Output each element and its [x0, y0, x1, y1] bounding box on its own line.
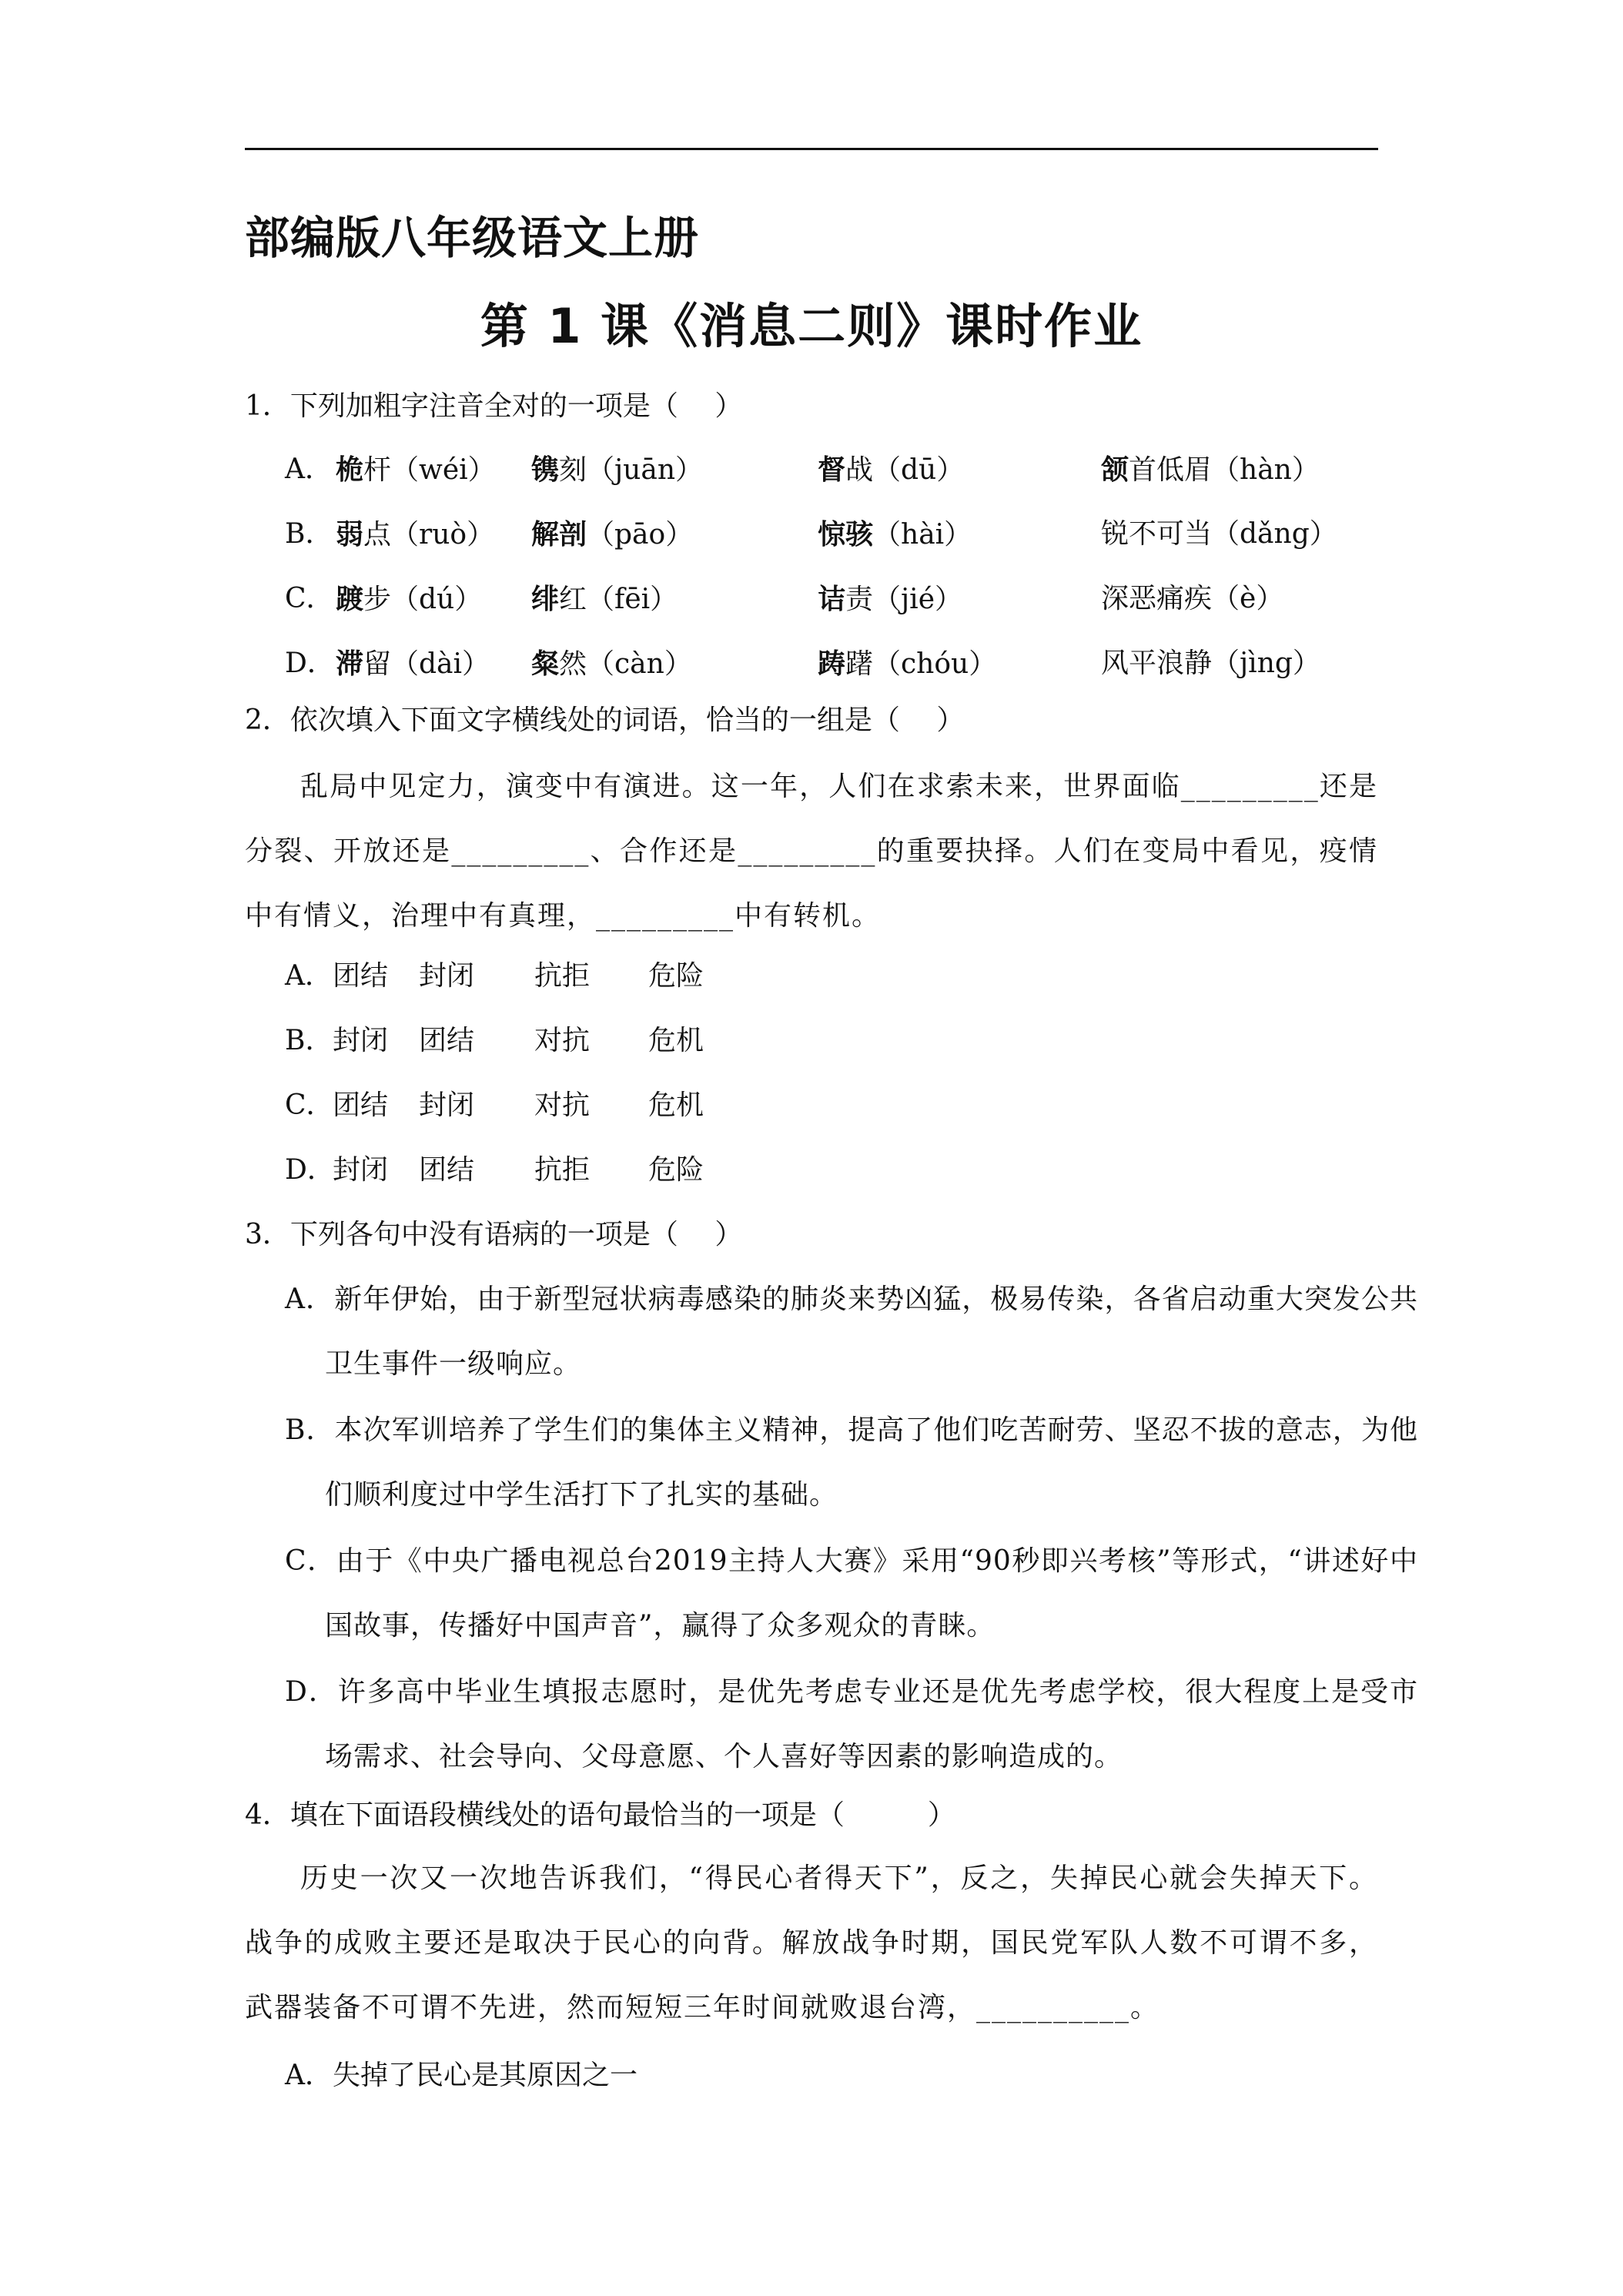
- q1-option-d-item3: 踌躇（chóu）: [818, 648, 997, 680]
- q1-option-b-item2: 解剖（pāo）: [531, 518, 694, 551]
- q3-option-c: C．由于《中央广播电视总台2019主持人大赛》采用“90秒即兴考核”等形式，“讲述好中国故事，传播好中国声音”，赢得了众多观众的青睐。: [285, 1545, 1418, 1642]
- q1-option-c-item1: 踱步（dú）: [336, 583, 483, 615]
- q1-option-a-item2: 镌刻（juān）: [531, 454, 704, 486]
- q2-option-d-word1: 封闭: [333, 1154, 389, 1186]
- q1-option-a-item3: 督战（dū）: [818, 454, 965, 486]
- q1-option-b-item4: 锐不可当（dǎng）: [1101, 518, 1337, 550]
- q2-option-letter: B．: [285, 1025, 333, 1056]
- q4-option-a: A．失掉了民心是其原因之一: [285, 2060, 637, 2091]
- q2-option-a-word2: 封闭: [419, 960, 475, 992]
- q2-option-d-word2: 团结: [419, 1154, 475, 1186]
- q1-option-c-item3: 诘责（jié）: [818, 583, 962, 615]
- header-rule: [245, 148, 1378, 150]
- q4-passage: 历史一次又一次地告诉我们，“得民心者得天下”，反之，失掉民心就会失掉天下。战争的成败主要还是取决于民心的向背。解放战争时期，国民党军队人数不可谓不多，武器装备不可谓不先进，然而短短三年时间就败退台湾，__________。: [245, 1863, 1378, 2023]
- q2-option-letter: D．: [285, 1154, 335, 1186]
- q3-option-b: B．本次军训培养了学生们的集体主义精神，提高了他们吃苦耐劳、坚忍不拔的意志，为他们顺利度过中学生活打下了扎实的基础。: [285, 1414, 1418, 1511]
- q2-option-a-word3: 抗拒: [534, 960, 591, 992]
- q2-option-letter: A．: [285, 960, 333, 992]
- q1-option-letter: D．: [285, 648, 335, 679]
- q1-option-b-item1: 弱点（ruò）: [336, 518, 495, 551]
- q3-option-a: A．新年伊始，由于新型冠状病毒感染的肺炎来势凶猛，极易传染，各省启动重大突发公共卫生事件一级响应。: [285, 1284, 1418, 1380]
- q2-option-b-word4: 危机: [648, 1025, 704, 1056]
- q1-option-d-item2: 粲然（càn）: [531, 648, 692, 680]
- q4-stem: 4．填在下面语段横线处的语句最恰当的一项是（ ）: [245, 1799, 955, 1831]
- q1-option-b-item3: 惊骇（hài）: [818, 518, 972, 551]
- q1-option-letter: B．: [285, 518, 333, 550]
- q1-option-c-item2: 绯红（fēi）: [531, 583, 678, 615]
- q2-stem: 2．依次填入下面文字横线处的词语，恰当的一组是（ ）: [245, 705, 965, 736]
- q2-option-c-word4: 危机: [648, 1089, 704, 1121]
- q2-option-d-word4: 危险: [648, 1154, 704, 1186]
- q1-option-c-item4: 深恶痛疾（è）: [1101, 583, 1284, 614]
- q2-option-b-word3: 对抗: [534, 1025, 591, 1056]
- q1-stem: 1．下列加粗字注音全对的一项是（ ）: [245, 390, 743, 422]
- q1-option-d-item1: 滞留（dài）: [336, 648, 490, 680]
- q2-passage: 乱局中见定力，演变中有演进。这一年，人们在求索未来，世界面临_________还是分裂、开放还是_________、合作还是_________的重要抉择。人们在变局中看见，疫情中有情义，治理中有真理，_________中有转机。: [245, 771, 1378, 932]
- q1-option-a-item1: 桅杆（wéi）: [336, 454, 496, 486]
- q3-stem: 3．下列各句中没有语病的一项是（ ）: [245, 1219, 743, 1250]
- q2-option-b-word2: 团结: [419, 1025, 475, 1056]
- q1-option-d-item4: 风平浪静（jìng）: [1101, 648, 1320, 679]
- q2-option-a-word4: 危险: [648, 960, 704, 992]
- book-title: 部编版八年级语文上册: [245, 212, 700, 264]
- q2-option-c-word2: 封闭: [419, 1089, 475, 1121]
- q2-option-a-word1: 团结: [333, 960, 389, 992]
- q1-option-letter: C．: [285, 583, 334, 614]
- q2-option-c-word3: 对抗: [534, 1089, 591, 1121]
- q2-option-letter: C．: [285, 1089, 334, 1121]
- q3-option-d: D．许多高中毕业生填报志愿时，是优先考虑专业还是优先考虑学校，很大程度上是受市场需求、社会导向、父母意愿、个人喜好等因素的影响造成的。: [285, 1676, 1418, 1772]
- q1-option-a-item4: 颔首低眉（hàn）: [1101, 454, 1320, 486]
- lesson-title: 第 1 课《消息二则》课时作业: [480, 298, 1143, 354]
- q2-option-b-word1: 封闭: [333, 1025, 389, 1056]
- q2-option-c-word1: 团结: [333, 1089, 389, 1121]
- q1-option-letter: A．: [285, 454, 333, 485]
- q2-option-d-word3: 抗拒: [534, 1154, 591, 1186]
